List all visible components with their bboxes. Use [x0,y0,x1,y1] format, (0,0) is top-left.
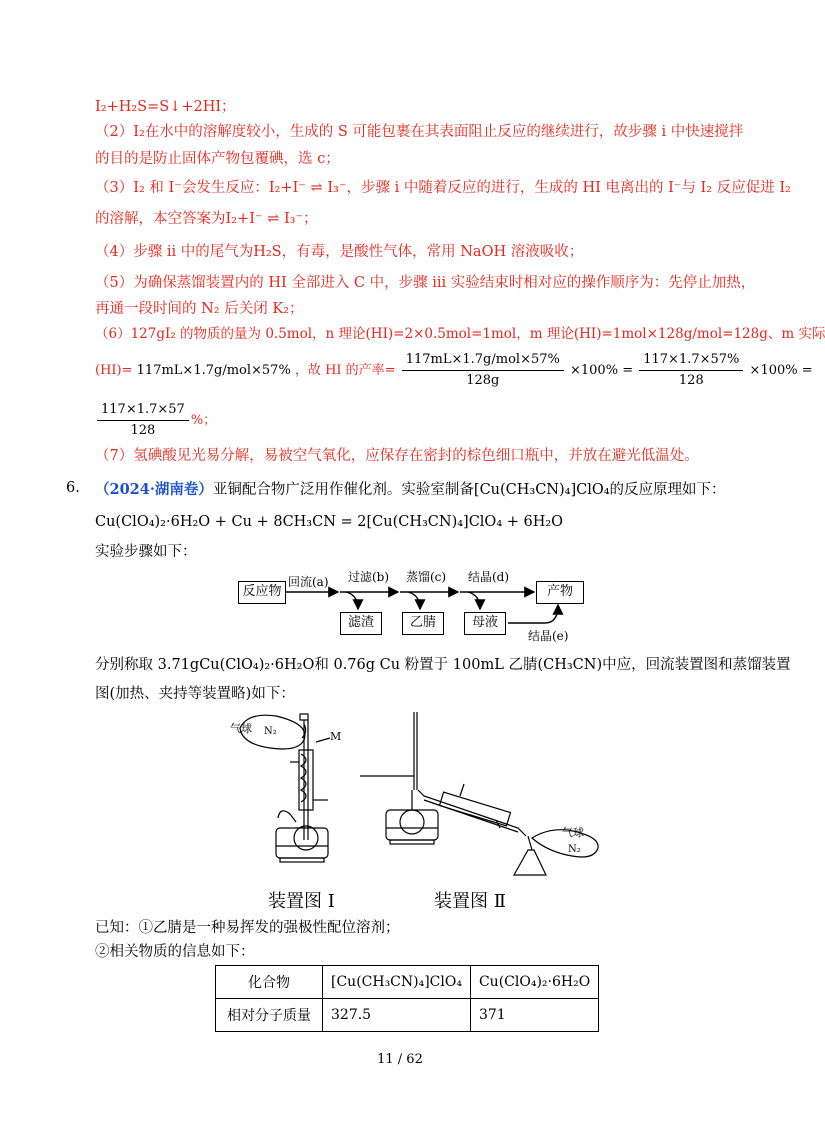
text: ，故 HI 的产率= [294,363,396,378]
table-header-cell: 化合物 [216,966,323,999]
solution-line-10 [95,350,813,391]
table-cell: 相对分子质量 [216,999,323,1032]
formula: CH₃CN [543,657,597,673]
solution-line-3: 的目的是防止固体产物包覆碘，选 c； [95,151,340,167]
weigh-line-2: 图(加热、夹持等装置略)如下： [95,686,295,702]
text: 和 0.76g Cu 粉置于 100mL 乙腈( [314,657,544,673]
text: %； [190,413,217,428]
formula: Cu(ClO₄)₂·6H₂O [199,657,315,673]
text: ； [303,211,318,227]
text: (HI)= [95,363,133,378]
n2-label: N₂ [568,844,581,855]
steps-label: 实验步骤如下： [95,544,197,560]
text: 分别称取 3.71g [95,657,200,673]
numerator: 117mL×1.7g/mol×57% [402,350,564,371]
solution-line-8: 再通一段时间的 N₂ 后关闭 K₂； [95,301,304,317]
product-box: 产物 [536,581,584,604]
text: （4）步骤 ii 中的尾气为 [95,244,254,260]
text: ×100% = [749,363,813,378]
numerator: 117×1.7×57% [639,350,743,371]
known-2: ②相关物质的信息如下： [95,944,255,960]
caption-apparatus-2: 装置图 Ⅱ [434,891,506,912]
solution-line-12: （7）氢碘酸见光易分解，易被空气氧化，应保存在密封的棕色细口瓶中，并放在避光低温处。 [95,448,699,464]
gas-ball-label: 气球 [230,722,252,735]
solution-line-4 [95,178,791,198]
step-label: 回流(a) [288,575,329,589]
m-label: M [330,730,342,743]
table-row [216,966,599,999]
residue-box: 滤渣 [340,612,382,635]
question-intro [95,480,726,500]
solution-line-9: （6）127gI₂ 的物质的量为 0.5mol，n 理论(HI)=2×0.5mol=1mol，m 理论(HI)=1mol×128g/mol=128g、m 实际 [95,326,825,342]
table-cell: 327.5 [323,999,471,1032]
caption-apparatus-1: 装置图 Ⅰ [268,891,335,912]
equation: I₂+I⁻ ⇌ I₃⁻ [268,180,347,196]
question-number: 6. [66,480,80,496]
denominator: 128 [678,373,704,388]
text: 的溶解，本空答案为 [95,211,226,227]
numerator: 117×1.7×57 [97,400,189,421]
flowchart [230,565,590,653]
acetonitrile-box: 乙腈 [402,612,444,635]
solution-line-7: （5）为确保蒸馏装置内的 HI 全部进入 C 中，步骤 iii 实验结束时相对应的操作顺序为：先停止加热， [95,275,756,291]
fraction [97,400,189,441]
denominator: 128g [466,373,500,388]
table-header-cell: [Cu(CH₃CN)₄]ClO₄ [323,966,471,999]
equation: I₂+I⁻ ⇌ I₃⁻ [225,211,304,227]
table-row [216,999,599,1032]
table-cell: 371 [470,999,598,1032]
reactant-box: 反应物 [238,581,286,604]
step-label: 蒸馏(c) [406,570,447,584]
page-number: 11 / 62 [377,1052,423,1067]
fraction [639,350,743,391]
step-label: 结晶(d) [468,570,510,584]
text: )中应，回流装置图和蒸馏装置 [596,657,791,673]
mother-liquor-box: 母液 [464,612,506,635]
text: ×100% = [570,363,634,378]
solution-line-5 [95,209,318,229]
solution-line-1: I₂+H₂S=S↓+2HI； [95,99,236,115]
step-label: 过滤(b) [348,570,390,584]
fraction [402,350,564,391]
formula: 117mL×1.7g/mol×57% [136,363,291,378]
solution-line-2: （2）I₂在水中的溶解度较小，生成的 S 可能包裹在其表面阻止反应的继续进行，故步骤 i 中快速搅拌 [95,124,744,140]
formula: H₂S [253,244,282,260]
text: 的反应原理如下： [609,482,726,498]
table-header-cell: Cu(ClO₄)₂·6H₂O [470,966,598,999]
step-label: 结晶(e) [528,629,569,643]
apparatus-drawing [228,710,628,885]
reaction-equation: Cu(ClO₄)₂·6H₂O + Cu + 8CH₃CN = 2[Cu(CH₃CN)₄]ClO₄ + 6H₂O [95,514,564,530]
gas-ball-label: 气球 [562,826,584,839]
info-table [215,965,599,1032]
n2-label: N₂ [264,726,277,737]
text: ，步骤 i 中随着反应的进行，生成的 HI 电离出的 I⁻与 I₂ 反应促进 I₂ [346,180,791,196]
formula: [Cu(CH₃CN)₄]ClO₄ [473,482,610,498]
solution-line-6 [95,242,583,262]
known-1: 已知：①乙腈是一种易挥发的强极性配位溶剂； [95,920,400,936]
solution-line-11 [95,400,216,441]
text: （3）I₂ 和 I⁻会发生反应： [95,180,269,196]
weigh-line [95,655,791,675]
apparatus-figure [228,710,628,885]
question-source: （2024·湖南卷） [95,481,213,498]
text: ，有毒，是酸性气体，常用 NaOH 溶液吸收； [281,244,584,260]
text: 亚铜配合物广泛用作催化剂。实验室制备 [212,482,474,498]
denominator: 128 [130,423,156,438]
